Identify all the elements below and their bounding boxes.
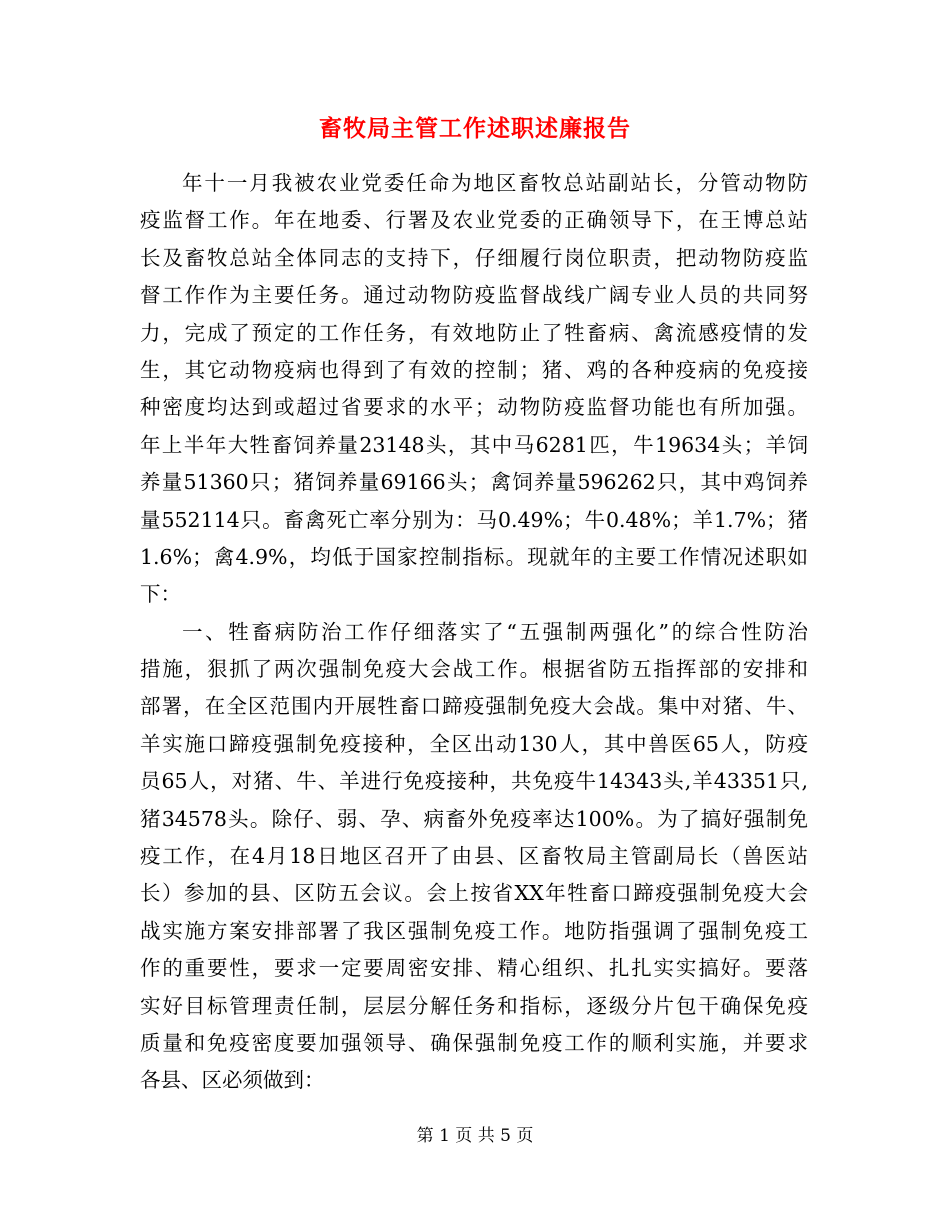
text-line: 生，其它动物疫病也得到了有效的控制；猪、鸡的各种疫病的免疫接 [140, 357, 808, 382]
text-line: 实好目标管理责任制，层层分解任务和指标，逐级分片包干确保免疫 [140, 993, 808, 1018]
text-line: 下： [140, 582, 181, 607]
text-line: 部署，在全区范围内开展牲畜口蹄疫强制免疫大会战。集中对猪、牛、 [140, 694, 808, 719]
text-line: 疫监督工作。年在地委、行署及农业党委的正确领导下，在王博总站 [140, 208, 808, 233]
text-line: 猪34578头。除仔、弱、孕、病畜外免疫率达100%。为了搞好强制免 [140, 806, 808, 831]
text-line: 量552114只。畜禽死亡率分别为：马0.49%；牛0.48%；羊1.7%；猪 [140, 507, 808, 532]
text-line: 员65人，对猪、牛、羊进行免疫接种，共免疫牛14343头,羊43351只, [140, 769, 808, 794]
text-line: 羊实施口蹄疫强制免疫接种，全区出动130人，其中兽医65人，防疫 [140, 731, 808, 756]
text-line: 种密度均达到或超过省要求的水平；动物防疫监督功能也有所加强。 [140, 395, 808, 420]
text-line: 长）参加的县、区防五会议。会上按省XX年牲畜口蹄疫强制免疫大会 [140, 881, 808, 906]
document-title: 畜牧局主管工作述职述廉报告 [319, 115, 631, 142]
text-line: 一、牲畜病防治工作仔细落实了“五强制两强化”的综合性防治 [182, 619, 808, 644]
text-line: 疫工作，在4月18日地区召开了由县、区畜牧局主管副局长（兽医站 [140, 844, 808, 869]
text-line: 措施，狠抓了两次强制免疫大会战工作。根据省防五指挥部的安排和 [140, 657, 808, 682]
text-line: 力，完成了预定的工作任务，有效地防止了牲畜病、禽流感疫情的发 [140, 320, 808, 345]
text-line: 质量和免疫密度要加强领导、确保强制免疫工作的顺利实施，并要求 [140, 1030, 808, 1055]
text-line: 战实施方案安排部署了我区强制免疫工作。地防指强调了强制免疫工 [140, 918, 808, 943]
text-line: 养量51360只；猪饲养量69166头；禽饲养量596262只，其中鸡饲养 [140, 470, 808, 495]
page-footer: 第 1 页 共 5 页 [416, 1126, 534, 1146]
document-body [140, 165, 808, 1100]
text-line: 1.6%；禽4.9%，均低于国家控制指标。现就年的主要工作情况述职如 [140, 544, 808, 569]
text-line: 长及畜牧总站全体同志的支持下，仔细履行岗位职责，把动物防疫监 [140, 245, 808, 270]
paragraph-2 [140, 614, 808, 1100]
text-line: 年上半年大牲畜饲养量23148头，其中马6281匹，牛19634头；羊饲 [140, 432, 808, 457]
text-line: 各县、区必须做到： [140, 1068, 325, 1093]
text-line: 作的重要性，要求一定要周密安排、精心组织、扎扎实实搞好。要落 [140, 956, 808, 981]
paragraph-1 [140, 165, 808, 614]
text-line: 年十一月我被农业党委任命为地区畜牧总站副站长，分管动物防 [182, 171, 808, 195]
text-line: 督工作作为主要任务。通过动物防疫监督战线广阔专业人员的共同努 [140, 283, 808, 308]
